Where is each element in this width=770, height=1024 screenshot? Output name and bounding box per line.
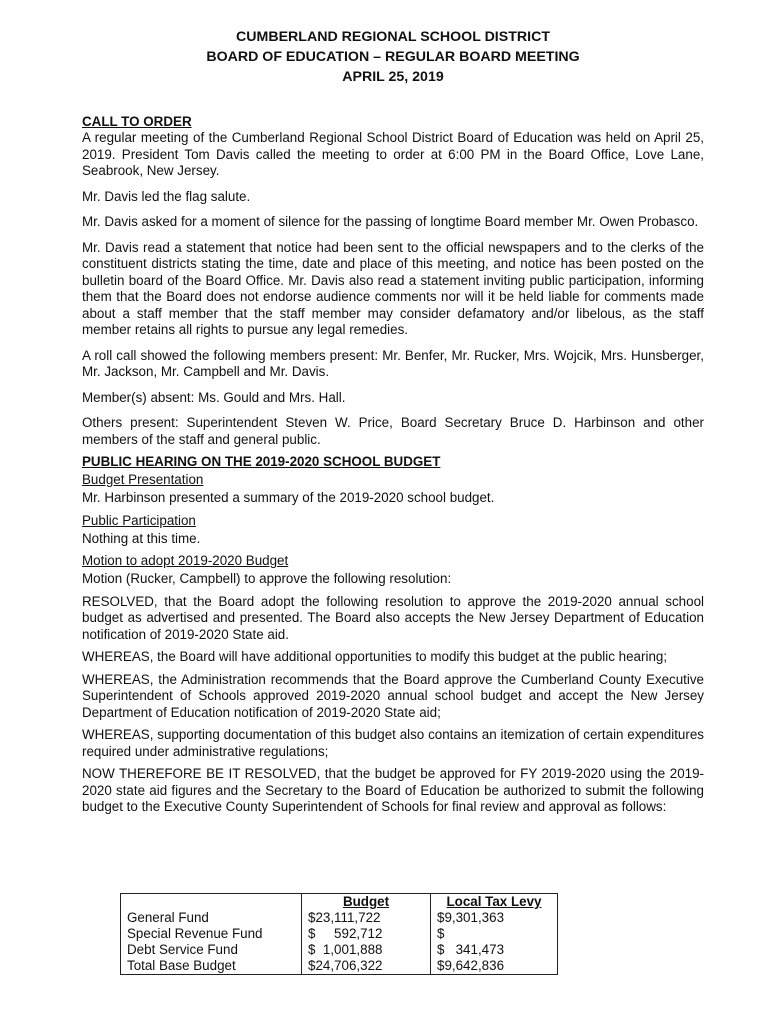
budget-presentation-subheading: Budget Presentation bbox=[82, 472, 204, 487]
paragraph: Member(s) absent: Ms. Gould and Mrs. Hall. bbox=[82, 389, 346, 405]
table-cell: $ 341,473 bbox=[431, 942, 558, 958]
paragraph: WHEREAS, supporting documentation of this budget also contains an itemization of certain expenditures required under administrative regulations; bbox=[82, 727, 704, 759]
table-cell: $23,111,722 bbox=[302, 910, 431, 926]
meeting-title: BOARD OF EDUCATION – REGULAR BOARD MEETING bbox=[206, 49, 580, 65]
table-cell: $ 1,001,888 bbox=[302, 942, 431, 958]
table-row bbox=[121, 910, 558, 926]
table-cell: $24,706,322 bbox=[302, 958, 431, 975]
table-row bbox=[121, 942, 558, 958]
table-header-cell: Local Tax Levy bbox=[431, 894, 558, 911]
table-cell: $ 592,712 bbox=[302, 926, 431, 942]
motion-subheading: Motion to adopt 2019-2020 Budget bbox=[82, 553, 289, 568]
paragraph: A roll call showed the following members present: Mr. Benfer, Mr. Rucker, Mrs. Wojcik, Mrs. Hunsberger, Mr. Jackson, Mr. Campbell and Mr. Davis. bbox=[82, 347, 704, 379]
paragraph: NOW THEREFORE BE IT RESOLVED, that the budget be approved for FY 2019-2020 using the 2019-2020 state aid figures and the Secretary to the Board of Education be authorized to submit the following budget to the Executive County Superintendent of Schools for final review and approval as follows: bbox=[82, 766, 704, 814]
paragraph: Mr. Davis asked for a moment of silence for the passing of longtime Board member Mr. Owen Probasco. bbox=[82, 214, 699, 229]
table-row bbox=[121, 958, 558, 975]
public-hearing-section bbox=[82, 454, 704, 816]
paragraph: Mr. Davis led the flag salute. bbox=[82, 188, 251, 204]
table-cell: Debt Service Fund bbox=[121, 942, 302, 958]
paragraph: A regular meeting of the Cumberland Regional School District Board of Education was held on April 25, 2019. President Tom Davis called the meeting to order at 6:00 PM in the Board Office, Love Lane, Seabrook, New Jersey. bbox=[82, 130, 704, 178]
meeting-date: APRIL 25, 2019 bbox=[342, 69, 444, 85]
table-cell: $9,301,363 bbox=[431, 910, 558, 926]
paragraph: Mr. Harbinson presented a summary of the 2019-2020 school budget. bbox=[82, 490, 495, 505]
document-page bbox=[82, 0, 704, 973]
table-header-row bbox=[121, 894, 558, 911]
table-cell: Total Base Budget bbox=[121, 958, 302, 975]
paragraph: Nothing at this time. bbox=[82, 530, 201, 546]
public-hearing-heading: PUBLIC HEARING ON THE 2019-2020 SCHOOL BUDGET bbox=[82, 454, 441, 469]
table-row bbox=[121, 926, 558, 942]
paragraph: Others present: Superintendent Steven W. Price, Board Secretary Bruce D. Harbinson and other members of the staff and general public. bbox=[82, 415, 704, 447]
call-to-order-section bbox=[82, 114, 704, 448]
document-header bbox=[82, 27, 704, 87]
table-cell: $9,642,836 bbox=[431, 958, 558, 975]
table-cell: Special Revenue Fund bbox=[121, 926, 302, 942]
paragraph: Mr. Davis read a statement that notice had been sent to the official newspapers and to the clerks of the constituent districts stating the time, date and place of this meeting, and notice has been posted on the bulletin board of the Board Office. Mr. Davis also read a statement inviting public participation, informing them that the Board does not endorse audience comments nor will it be held liable for comments made about a staff member that the staff member may consider defamatory and/or libelous, as the staff member retains all rights to pursue any legal remedies. bbox=[82, 239, 704, 337]
table-cell: $ bbox=[431, 926, 558, 942]
table-header-cell bbox=[121, 894, 302, 911]
budget-table bbox=[120, 893, 558, 975]
public-participation-subheading: Public Participation bbox=[82, 512, 196, 528]
paragraph: WHEREAS, the Administration recommends that the Board approve the Cumberland County Executive Superintendent of Schools approved 2019-2020 annual school budget and accept the New Jersey Department of Education notification of 2019-2020 State aid; bbox=[82, 671, 704, 720]
paragraph: WHEREAS, the Board will have additional opportunities to modify this budget at the public hearing; bbox=[82, 649, 668, 664]
paragraph: RESOLVED, that the Board adopt the following resolution to approve the 2019-2020 annual school budget as advertised and presented. The Board also accepts the New Jersey Department of Education notification of 2019-2020 State aid. bbox=[82, 593, 704, 642]
district-name: CUMBERLAND REGIONAL SCHOOL DISTRICT bbox=[236, 29, 550, 45]
paragraph: Motion (Rucker, Campbell) to approve the following resolution: bbox=[82, 571, 452, 586]
call-to-order-heading: CALL TO ORDER bbox=[82, 114, 192, 129]
table-header-cell: Budget bbox=[302, 894, 431, 911]
table-cell: General Fund bbox=[121, 910, 302, 926]
